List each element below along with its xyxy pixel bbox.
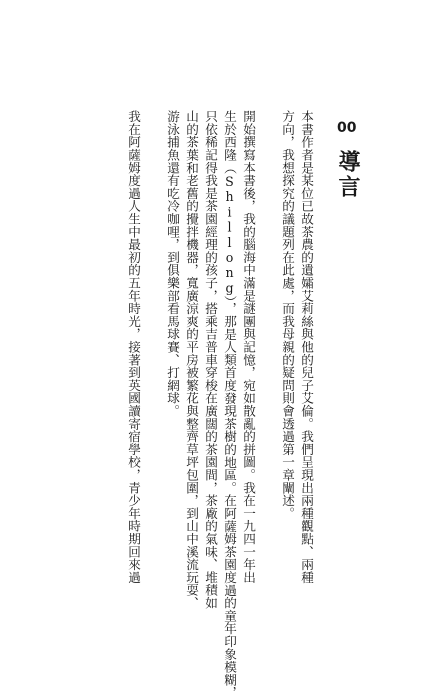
text-line: 游泳捕魚還有吃冷咖哩，到俱樂部看馬球賽、打網球。 [165, 110, 180, 418]
text-line: 開始撰寫本書後，我的腦海中滿是謎團與記憶，宛如散亂的拼圖。我在一九四一年出 [241, 110, 256, 584]
text-line: 方向，我想探究的議題列在此處，而我母親的疑問則會透過第一章闡述。 [280, 110, 295, 520]
text-line: 只依稀記得我是茶園經理的孩子，搭乘吉普車穿梭在廣闊的茶園間，茶廠的氣味、堆積如 [203, 110, 218, 610]
text-line: 本書作者是某位已故茶農的遺孀艾莉絲與他的兒子艾倫。我們呈現出兩種觀點、兩種 [299, 110, 314, 584]
text-line: 我在阿薩姆度過人生中最初的五年時光，接著到英國讀寄宿學校，青少年時期回來過 [126, 110, 141, 584]
text-line: 山的茶葉和老舊的攪拌機器，寬廣涼爽的平房被繁花與整齊草坪包圍，到山中溪流玩耍、 [184, 110, 199, 610]
text-line: 生於西隆（Shillong），那是人類首度發現茶樹的地區。在阿薩姆茶園度過的童年印象模糊， [222, 110, 237, 699]
chapter-title: 導言 [335, 150, 360, 200]
chapter-number: 00 [337, 120, 357, 136]
